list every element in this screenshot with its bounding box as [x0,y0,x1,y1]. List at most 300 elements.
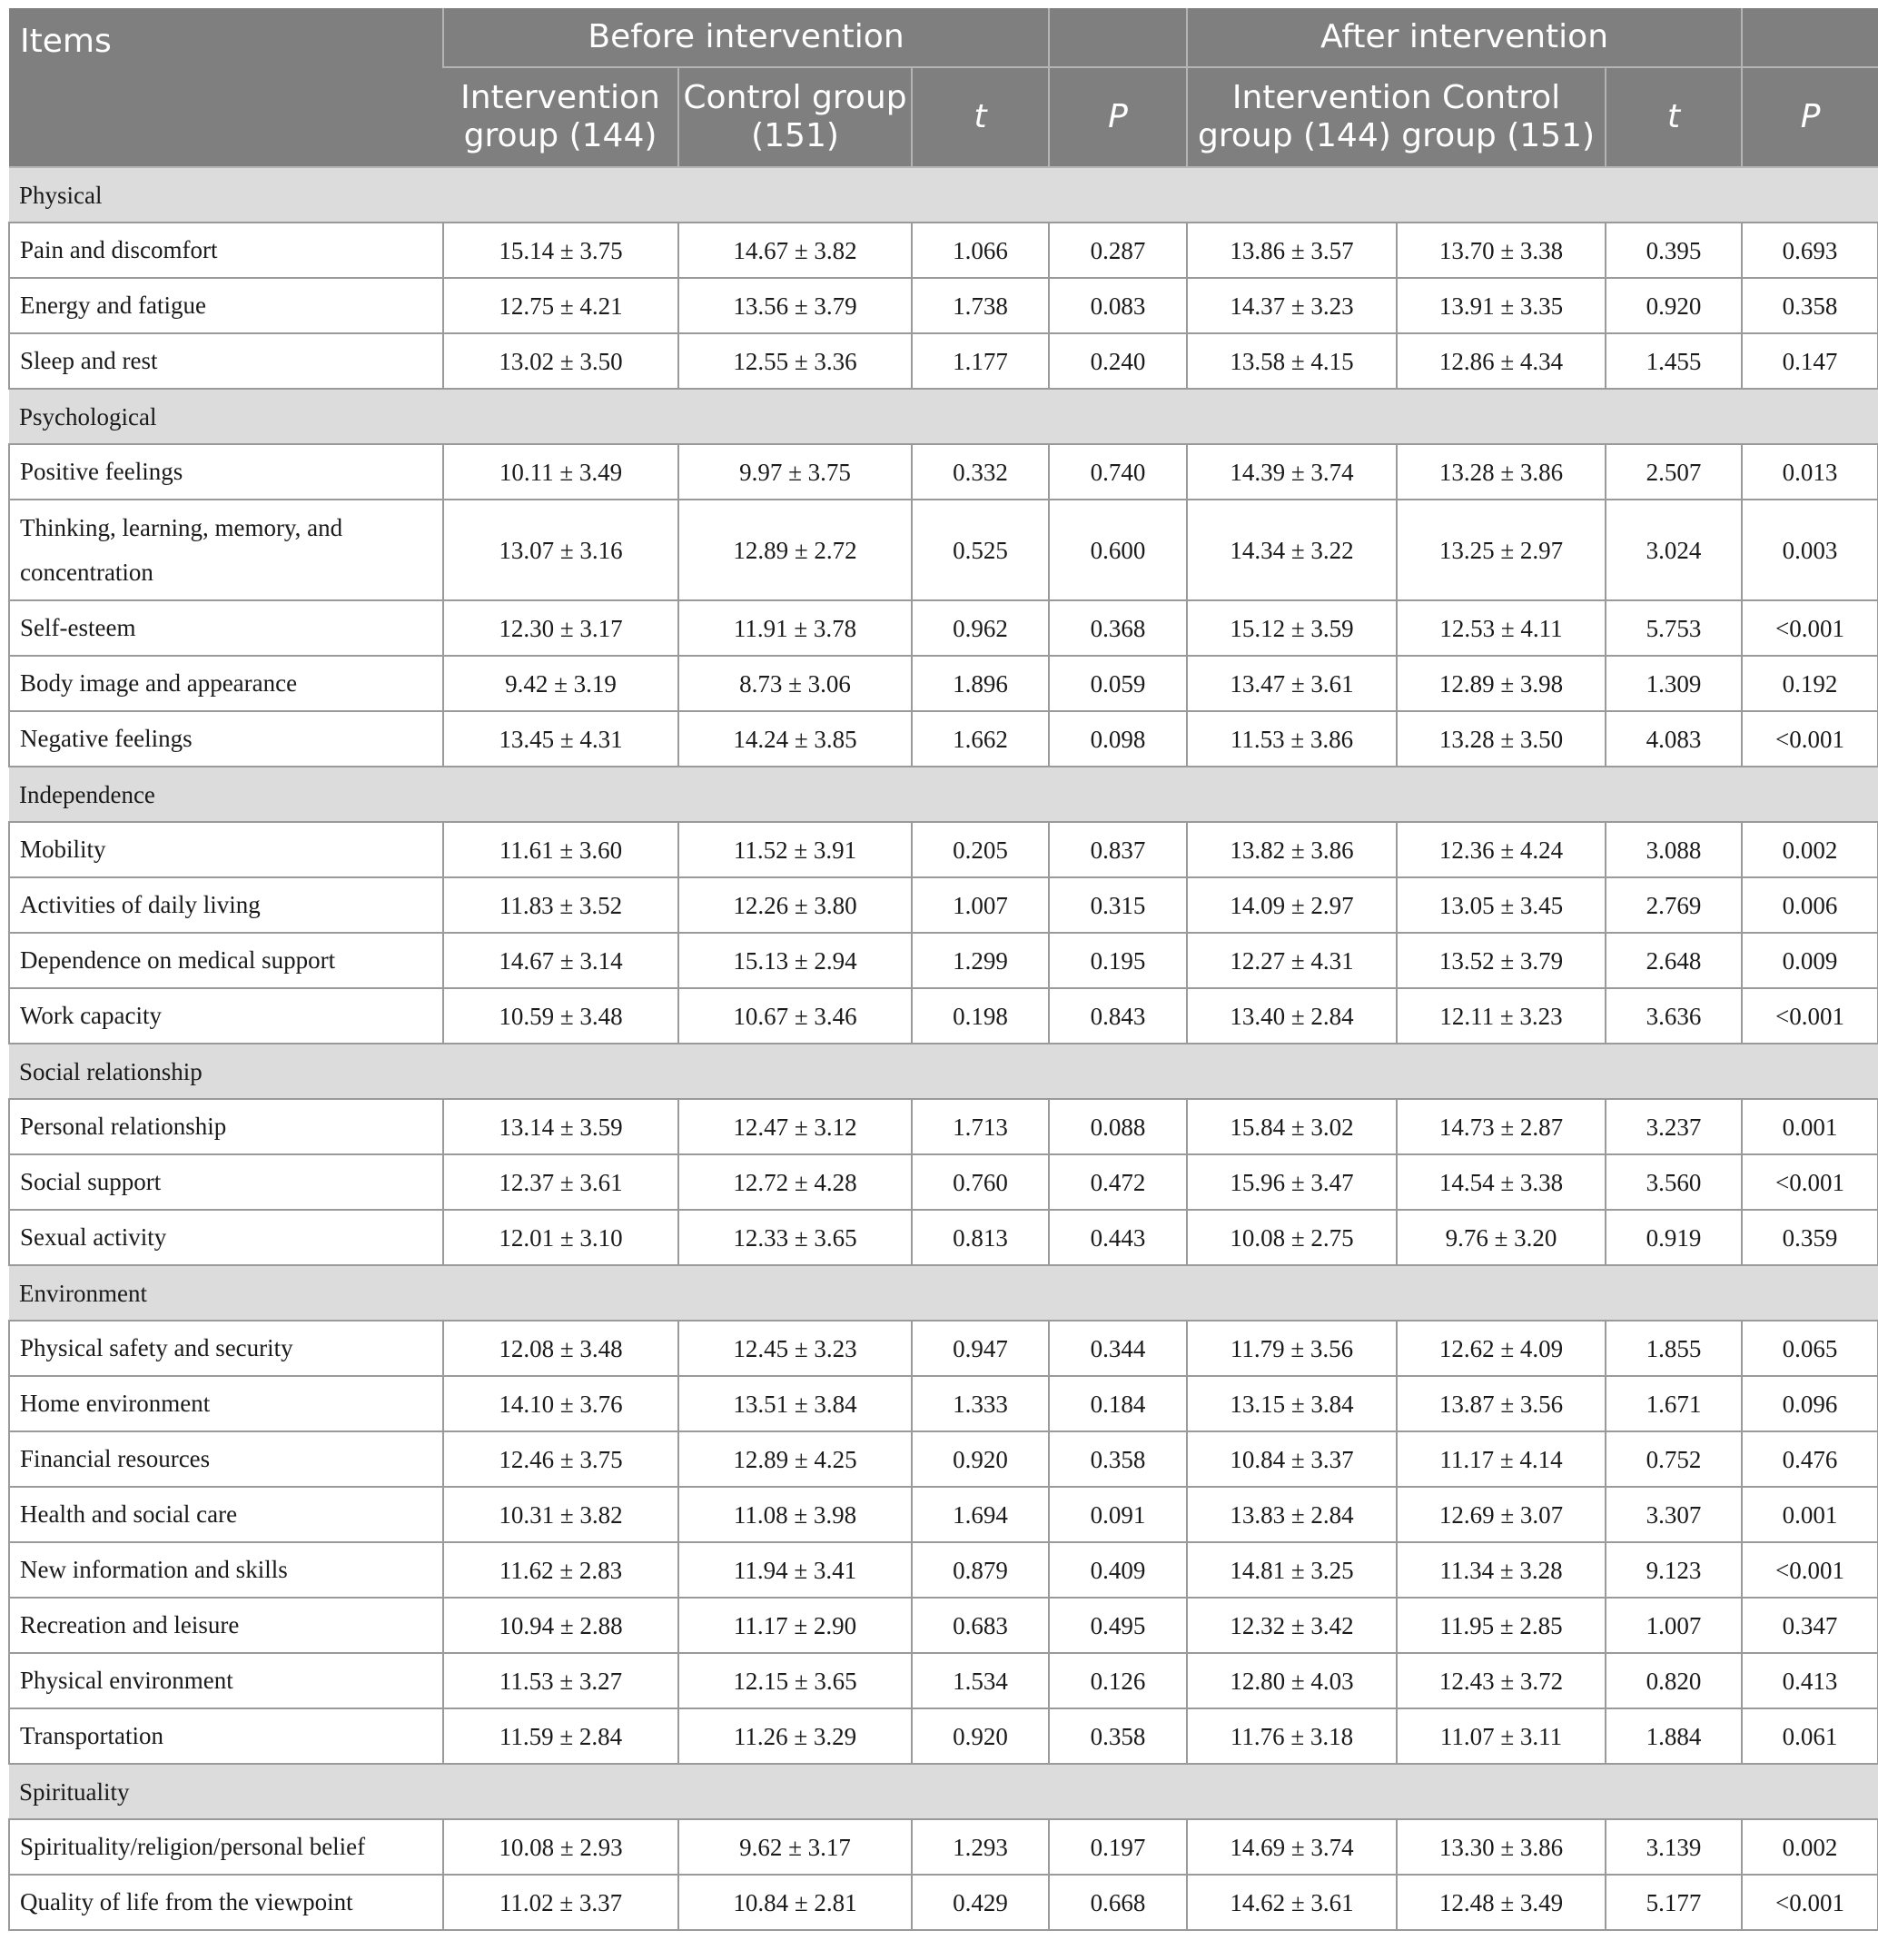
before-control-cell: 14.67 ± 3.82 [678,223,912,278]
before-control-cell: 12.26 ± 3.80 [678,877,912,933]
section-heading: Independence [9,767,1878,822]
table-body [9,167,1878,1930]
after-intervention-cell: 12.27 ± 4.31 [1187,933,1397,988]
item-label-cell [9,600,443,656]
before-t-cell: 1.694 [912,1487,1049,1542]
section-heading: Spirituality [9,1764,1878,1819]
before-intervention-cell: 12.08 ± 3.48 [443,1321,678,1376]
item-label-cell [9,1653,443,1708]
item-label-cell [9,1598,443,1653]
before-t-cell: 1.713 [912,1099,1049,1154]
item-label: Dependence on medical support [20,946,336,974]
item-label-cell [9,1154,443,1210]
after-p-cell: 0.065 [1742,1321,1878,1376]
after-p-cell: 0.192 [1742,656,1878,711]
before-t-cell: 0.920 [912,1708,1049,1764]
section-row [9,1265,1878,1321]
item-label-cell [9,1487,443,1542]
before-t-cell: 1.333 [912,1376,1049,1431]
before-p-cell: 0.358 [1049,1708,1187,1764]
item-label-cell [9,1542,443,1598]
before-intervention-cell: 12.30 ± 3.17 [443,600,678,656]
before-t-cell: 0.947 [912,1321,1049,1376]
section-heading: Social relationship [9,1044,1878,1099]
before-p-cell: 0.083 [1049,278,1187,333]
before-control-cell: 8.73 ± 3.06 [678,656,912,711]
table-row [9,1542,1878,1598]
before-control-cell: 9.97 ± 3.75 [678,444,912,500]
before-intervention-cell: 11.62 ± 2.83 [443,1542,678,1598]
before-p-cell: 0.098 [1049,711,1187,767]
before-control-cell: 12.45 ± 3.23 [678,1321,912,1376]
after-intervention-cell: 13.58 ± 4.15 [1187,333,1397,389]
after-p-cell: <0.001 [1742,1875,1878,1930]
after-intervention-cell: 12.32 ± 3.42 [1187,1598,1397,1653]
item-label: Activities of daily living [20,891,261,918]
after-intervention-cell: 15.12 ± 3.59 [1187,600,1397,656]
table-row [9,1819,1878,1875]
before-intervention-cell: 11.02 ± 3.37 [443,1875,678,1930]
item-label-cell [9,822,443,877]
after-control-cell: 12.62 ± 4.09 [1397,1321,1606,1376]
item-label-cell [9,1708,443,1764]
before-p-cell: 0.126 [1049,1653,1187,1708]
after-intervention-cell: 15.84 ± 3.02 [1187,1099,1397,1154]
item-label: Sexual activity [20,1223,167,1251]
after-t-cell: 3.088 [1606,822,1742,877]
before-t-cell: 0.920 [912,1431,1049,1487]
header-after-intervention: After intervention [1187,8,1742,67]
header-before-p: P [1049,67,1187,167]
section-row [9,1044,1878,1099]
table-row [9,933,1878,988]
before-t-cell: 0.525 [912,500,1049,600]
after-t-cell: 1.884 [1606,1708,1742,1764]
after-control-cell: 11.95 ± 2.85 [1397,1598,1606,1653]
before-intervention-cell: 13.45 ± 4.31 [443,711,678,767]
after-control-cell: 14.73 ± 2.87 [1397,1099,1606,1154]
header-after-p: P [1742,67,1878,167]
after-p-cell: <0.001 [1742,1542,1878,1598]
before-control-cell: 13.56 ± 3.79 [678,278,912,333]
before-intervention-cell: 9.42 ± 3.19 [443,656,678,711]
section-heading: Psychological [9,389,1878,444]
after-t-cell: 3.560 [1606,1154,1742,1210]
table-row [9,988,1878,1044]
after-intervention-cell: 12.80 ± 4.03 [1187,1653,1397,1708]
before-t-cell: 1.177 [912,333,1049,389]
after-p-cell: 0.001 [1742,1099,1878,1154]
before-control-cell: 11.26 ± 3.29 [678,1708,912,1764]
after-control-cell: 11.07 ± 3.11 [1397,1708,1606,1764]
before-p-cell: 0.472 [1049,1154,1187,1210]
item-label: Social support [20,1168,162,1195]
after-p-cell: 0.359 [1742,1210,1878,1265]
after-intervention-cell: 13.15 ± 3.84 [1187,1376,1397,1431]
before-p-cell: 0.668 [1049,1875,1187,1930]
section-row [9,167,1878,223]
after-t-cell: 0.920 [1606,278,1742,333]
table-row [9,278,1878,333]
after-t-cell: 9.123 [1606,1542,1742,1598]
before-t-cell: 0.879 [912,1542,1049,1598]
before-p-cell: 0.240 [1049,333,1187,389]
after-p-cell: <0.001 [1742,600,1878,656]
before-p-cell: 0.197 [1049,1819,1187,1875]
after-control-cell: 12.11 ± 3.23 [1397,988,1606,1044]
before-intervention-cell: 14.67 ± 3.14 [443,933,678,988]
after-control-cell: 11.34 ± 3.28 [1397,1542,1606,1598]
after-intervention-cell: 14.09 ± 2.97 [1187,877,1397,933]
header-after-groups: Intervention Control group (144) group (151) [1187,67,1606,167]
before-control-cell: 12.89 ± 4.25 [678,1431,912,1487]
before-control-cell: 11.08 ± 3.98 [678,1487,912,1542]
after-t-cell: 1.671 [1606,1376,1742,1431]
before-intervention-cell: 11.53 ± 3.27 [443,1653,678,1708]
table-row [9,1431,1878,1487]
after-intervention-cell: 10.08 ± 2.75 [1187,1210,1397,1265]
item-label: Spirituality/religion/personal belief [20,1833,366,1860]
before-p-cell: 0.358 [1049,1431,1187,1487]
table-row [9,1598,1878,1653]
after-control-cell: 9.76 ± 3.20 [1397,1210,1606,1265]
item-label-cell [9,1210,443,1265]
before-p-cell: 0.184 [1049,1376,1187,1431]
after-control-cell: 12.86 ± 4.34 [1397,333,1606,389]
before-control-cell: 12.15 ± 3.65 [678,1653,912,1708]
after-t-cell: 1.309 [1606,656,1742,711]
table-header [9,8,1878,167]
after-p-cell: 0.006 [1742,877,1878,933]
after-p-cell: 0.476 [1742,1431,1878,1487]
after-control-cell: 14.54 ± 3.38 [1397,1154,1606,1210]
table-row [9,711,1878,767]
before-intervention-cell: 10.31 ± 3.82 [443,1487,678,1542]
after-t-cell: 0.919 [1606,1210,1742,1265]
table-container [8,8,1878,1931]
before-control-cell: 11.94 ± 3.41 [678,1542,912,1598]
table-row [9,822,1878,877]
before-p-cell: 0.091 [1049,1487,1187,1542]
table-row [9,1210,1878,1265]
after-t-cell: 2.769 [1606,877,1742,933]
after-intervention-cell: 14.34 ± 3.22 [1187,500,1397,600]
item-label: Health and social care [20,1500,238,1528]
results-table [8,8,1878,1931]
item-label: Thinking, learning, memory, and concentration [20,513,343,586]
table-row [9,877,1878,933]
after-control-cell: 13.25 ± 2.97 [1397,500,1606,600]
item-label: Work capacity [20,1002,163,1029]
before-control-cell: 11.91 ± 3.78 [678,600,912,656]
after-intervention-cell: 11.76 ± 3.18 [1187,1708,1397,1764]
header-before-intervention: Before intervention [443,8,1049,67]
before-t-cell: 0.429 [912,1875,1049,1930]
item-label-cell [9,278,443,333]
after-control-cell: 12.48 ± 3.49 [1397,1875,1606,1930]
after-control-cell: 13.91 ± 3.35 [1397,278,1606,333]
item-label: Pain and discomfort [20,236,218,263]
after-p-cell: 0.061 [1742,1708,1878,1764]
before-t-cell: 1.896 [912,656,1049,711]
before-control-cell: 12.72 ± 4.28 [678,1154,912,1210]
table-row [9,1487,1878,1542]
after-p-cell: 0.003 [1742,500,1878,600]
before-intervention-cell: 13.14 ± 3.59 [443,1099,678,1154]
header-before-blank [1049,8,1187,67]
before-control-cell: 13.51 ± 3.84 [678,1376,912,1431]
item-label-cell [9,333,443,389]
before-control-cell: 12.33 ± 3.65 [678,1210,912,1265]
before-p-cell: 0.837 [1049,822,1187,877]
after-p-cell: 0.147 [1742,333,1878,389]
after-p-cell: 0.358 [1742,278,1878,333]
item-label: Financial resources [20,1445,211,1472]
before-t-cell: 0.332 [912,444,1049,500]
before-intervention-cell: 15.14 ± 3.75 [443,223,678,278]
after-control-cell: 13.70 ± 3.38 [1397,223,1606,278]
after-t-cell: 3.237 [1606,1099,1742,1154]
after-intervention-cell: 10.84 ± 3.37 [1187,1431,1397,1487]
before-p-cell: 0.600 [1049,500,1187,600]
before-p-cell: 0.368 [1049,600,1187,656]
table-row [9,1154,1878,1210]
before-control-cell: 10.67 ± 3.46 [678,988,912,1044]
before-p-cell: 0.088 [1049,1099,1187,1154]
table-row [9,1653,1878,1708]
item-label: Transportation [20,1722,164,1749]
after-t-cell: 1.855 [1606,1321,1742,1376]
before-p-cell: 0.443 [1049,1210,1187,1265]
after-intervention-cell: 11.79 ± 3.56 [1187,1321,1397,1376]
before-control-cell: 9.62 ± 3.17 [678,1819,912,1875]
after-control-cell: 12.69 ± 3.07 [1397,1487,1606,1542]
before-intervention-cell: 11.61 ± 3.60 [443,822,678,877]
item-label: Mobility [20,836,106,863]
before-control-cell: 12.89 ± 2.72 [678,500,912,600]
after-control-cell: 12.53 ± 4.11 [1397,600,1606,656]
before-t-cell: 1.066 [912,223,1049,278]
table-row [9,1321,1878,1376]
before-p-cell: 0.315 [1049,877,1187,933]
before-intervention-cell: 12.75 ± 4.21 [443,278,678,333]
header-before-intervention-group: Intervention group (144) [443,67,678,167]
before-control-cell: 11.17 ± 2.90 [678,1598,912,1653]
header-row-1 [9,8,1878,67]
item-label-cell [9,988,443,1044]
before-control-cell: 11.52 ± 3.91 [678,822,912,877]
after-t-cell: 0.395 [1606,223,1742,278]
after-t-cell: 5.177 [1606,1875,1742,1930]
before-intervention-cell: 13.07 ± 3.16 [443,500,678,600]
table-row [9,444,1878,500]
header-after-blank [1742,8,1878,67]
item-label-cell [9,500,443,600]
item-label-cell [9,1875,443,1930]
item-label: Recreation and leisure [20,1611,240,1638]
before-t-cell: 0.962 [912,600,1049,656]
after-p-cell: 0.413 [1742,1653,1878,1708]
after-control-cell: 13.28 ± 3.50 [1397,711,1606,767]
item-label-cell [9,1819,443,1875]
section-heading: Environment [9,1265,1878,1321]
before-intervention-cell: 10.11 ± 3.49 [443,444,678,500]
table-row [9,333,1878,389]
after-t-cell: 3.024 [1606,500,1742,600]
after-p-cell: 0.096 [1742,1376,1878,1431]
header-items: Items [9,8,443,167]
after-t-cell: 1.455 [1606,333,1742,389]
item-label: Physical environment [20,1667,233,1694]
item-label: Positive feelings [20,458,183,485]
before-control-cell: 10.84 ± 2.81 [678,1875,912,1930]
after-t-cell: 2.507 [1606,444,1742,500]
after-t-cell: 3.139 [1606,1819,1742,1875]
after-t-cell: 0.820 [1606,1653,1742,1708]
after-t-cell: 1.007 [1606,1598,1742,1653]
item-label: Quality of life from the viewpoint [20,1888,353,1915]
before-p-cell: 0.287 [1049,223,1187,278]
before-intervention-cell: 11.83 ± 3.52 [443,877,678,933]
before-t-cell: 0.813 [912,1210,1049,1265]
before-t-cell: 1.293 [912,1819,1049,1875]
item-label: New information and skills [20,1556,288,1583]
before-p-cell: 0.195 [1049,933,1187,988]
item-label: Home environment [20,1390,211,1417]
item-label-cell [9,444,443,500]
before-t-cell: 1.299 [912,933,1049,988]
after-intervention-cell: 11.53 ± 3.86 [1187,711,1397,767]
item-label: Body image and appearance [20,669,298,697]
item-label: Personal relationship [20,1113,227,1140]
item-label: Negative feelings [20,725,193,752]
after-p-cell: <0.001 [1742,988,1878,1044]
header-before-t: t [912,67,1049,167]
before-control-cell: 15.13 ± 2.94 [678,933,912,988]
item-label-cell [9,1321,443,1376]
section-row [9,1764,1878,1819]
section-row [9,389,1878,444]
after-t-cell: 4.083 [1606,711,1742,767]
table-row [9,1376,1878,1431]
section-row [9,767,1878,822]
before-intervention-cell: 12.46 ± 3.75 [443,1431,678,1487]
before-p-cell: 0.059 [1049,656,1187,711]
before-t-cell: 0.760 [912,1154,1049,1210]
after-control-cell: 12.43 ± 3.72 [1397,1653,1606,1708]
before-t-cell: 0.198 [912,988,1049,1044]
before-t-cell: 0.683 [912,1598,1049,1653]
before-intervention-cell: 12.37 ± 3.61 [443,1154,678,1210]
after-intervention-cell: 14.69 ± 3.74 [1187,1819,1397,1875]
after-control-cell: 11.17 ± 4.14 [1397,1431,1606,1487]
after-t-cell: 3.307 [1606,1487,1742,1542]
before-t-cell: 1.738 [912,278,1049,333]
before-intervention-cell: 11.59 ± 2.84 [443,1708,678,1764]
before-intervention-cell: 13.02 ± 3.50 [443,333,678,389]
after-p-cell: <0.001 [1742,711,1878,767]
after-control-cell: 13.28 ± 3.86 [1397,444,1606,500]
after-intervention-cell: 13.47 ± 3.61 [1187,656,1397,711]
after-p-cell: 0.002 [1742,822,1878,877]
table-row [9,1099,1878,1154]
item-label: Self-esteem [20,614,136,641]
item-label: Physical safety and security [20,1334,293,1361]
after-control-cell: 13.87 ± 3.56 [1397,1376,1606,1431]
after-t-cell: 0.752 [1606,1431,1742,1487]
after-control-cell: 13.30 ± 3.86 [1397,1819,1606,1875]
before-t-cell: 0.205 [912,822,1049,877]
after-intervention-cell: 13.86 ± 3.57 [1187,223,1397,278]
before-t-cell: 1.662 [912,711,1049,767]
before-p-cell: 0.409 [1049,1542,1187,1598]
after-intervention-cell: 15.96 ± 3.47 [1187,1154,1397,1210]
item-label: Sleep and rest [20,347,158,374]
after-t-cell: 5.753 [1606,600,1742,656]
after-control-cell: 12.89 ± 3.98 [1397,656,1606,711]
before-intervention-cell: 12.01 ± 3.10 [443,1210,678,1265]
table-row [9,223,1878,278]
header-after-t: t [1606,67,1742,167]
item-label-cell [9,1431,443,1487]
after-control-cell: 12.36 ± 4.24 [1397,822,1606,877]
before-p-cell: 0.344 [1049,1321,1187,1376]
after-intervention-cell: 14.81 ± 3.25 [1187,1542,1397,1598]
item-label-cell [9,933,443,988]
item-label-cell [9,1099,443,1154]
table-row [9,1708,1878,1764]
item-label-cell [9,656,443,711]
after-p-cell: <0.001 [1742,1154,1878,1210]
item-label: Energy and fatigue [20,292,206,319]
header-before-control-group: Control group (151) [678,67,912,167]
before-p-cell: 0.843 [1049,988,1187,1044]
table-row [9,1875,1878,1930]
after-p-cell: 0.347 [1742,1598,1878,1653]
before-control-cell: 14.24 ± 3.85 [678,711,912,767]
before-p-cell: 0.495 [1049,1598,1187,1653]
after-intervention-cell: 14.37 ± 3.23 [1187,278,1397,333]
after-p-cell: 0.693 [1742,223,1878,278]
item-label-cell [9,223,443,278]
after-t-cell: 3.636 [1606,988,1742,1044]
after-intervention-cell: 14.39 ± 3.74 [1187,444,1397,500]
before-p-cell: 0.740 [1049,444,1187,500]
after-intervention-cell: 13.83 ± 2.84 [1187,1487,1397,1542]
table-row [9,500,1878,600]
section-heading: Physical [9,167,1878,223]
before-intervention-cell: 10.59 ± 3.48 [443,988,678,1044]
before-t-cell: 1.534 [912,1653,1049,1708]
after-t-cell: 2.648 [1606,933,1742,988]
item-label-cell [9,1376,443,1431]
after-p-cell: 0.002 [1742,1819,1878,1875]
after-intervention-cell: 14.62 ± 3.61 [1187,1875,1397,1930]
before-control-cell: 12.55 ± 3.36 [678,333,912,389]
after-p-cell: 0.013 [1742,444,1878,500]
after-control-cell: 13.52 ± 3.79 [1397,933,1606,988]
table-row [9,600,1878,656]
before-intervention-cell: 10.08 ± 2.93 [443,1819,678,1875]
after-p-cell: 0.009 [1742,933,1878,988]
table-row [9,656,1878,711]
after-intervention-cell: 13.82 ± 3.86 [1187,822,1397,877]
item-label-cell [9,877,443,933]
before-t-cell: 1.007 [912,877,1049,933]
before-intervention-cell: 10.94 ± 2.88 [443,1598,678,1653]
before-intervention-cell: 14.10 ± 3.76 [443,1376,678,1431]
after-control-cell: 13.05 ± 3.45 [1397,877,1606,933]
